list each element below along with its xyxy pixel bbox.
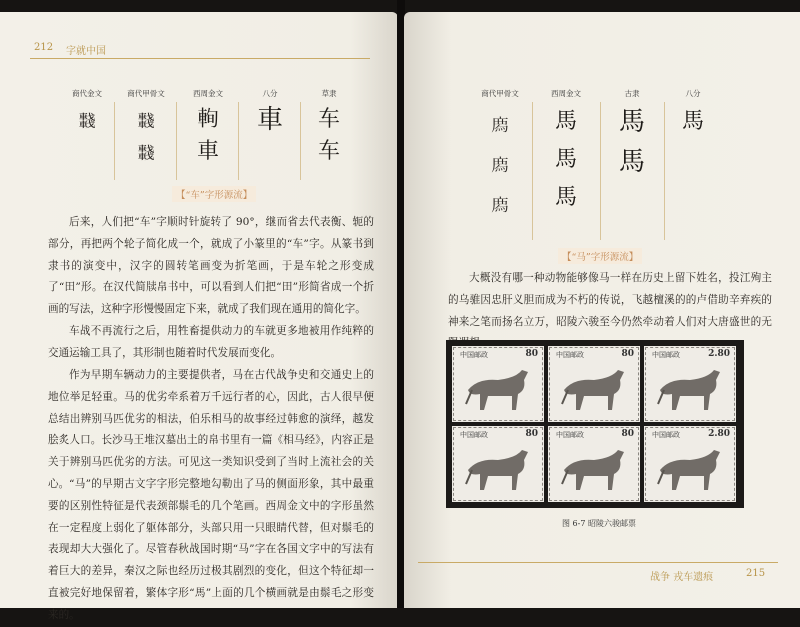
column-header: 八分 — [262, 89, 278, 98]
glyph: 馬 — [618, 147, 645, 177]
column-header: 商代甲骨文 — [481, 89, 519, 98]
column-header: 商代甲骨文 — [127, 89, 165, 98]
glyph: 馬 — [554, 109, 577, 134]
che-col-caoli — [304, 88, 354, 165]
right-page-number: 215 — [746, 568, 766, 579]
stamp-denomination: 80 — [621, 429, 634, 439]
horse-illustration — [650, 360, 730, 416]
figure-caption: 图 6-7 昭陵六骏邮票 — [562, 519, 636, 528]
stamp — [644, 426, 736, 502]
stamp-header: 中国邮政 — [652, 351, 680, 359]
right-page — [404, 12, 800, 608]
stamp-denomination: 80 — [525, 349, 538, 359]
glyph: 車 — [256, 105, 283, 135]
body-paragraph: 大概没有哪一种动物能够像马一样在历史上留下姓名，投江殉主的乌骓因忠肝义胆而成为不朽的传说，飞越檀溪的的卢借助辛弃疾的神来之笔而扬名立万，昭陵六骏至今仍然牵动着人们对大唐盛世的无 — [448, 272, 772, 328]
glyph: 𢊁 — [491, 196, 509, 216]
column-divider — [300, 102, 301, 180]
column-header: 草隶 — [321, 89, 337, 98]
column-header: 商代金文 — [72, 89, 102, 98]
glyph: 馬 — [554, 147, 577, 172]
glyph: 车 — [317, 139, 340, 164]
stamp-sheet-image — [446, 340, 744, 508]
stamp-denomination: 80 — [525, 429, 538, 439]
glyph: 馬 — [681, 109, 704, 134]
stamp-denomination: 2.80 — [708, 349, 730, 359]
horse-illustration — [554, 360, 634, 416]
stamp-header: 中国邮政 — [460, 351, 488, 359]
horse-illustration — [458, 440, 538, 496]
che-col-shang-oracle — [118, 88, 174, 167]
body-paragraph: 后来，人们把“车”字顺时针旋转了 90°，继而省去代表衡、轭的部分，再把两个轮子简化成一个，就成了小篆里的“车”字。从篆书到隶书的演变中，汉字的圆转笔画变为折笔画，于是车轮之形变成了“田”形。在汉代简牍帛书中，可以看到人们把“田”形简省成一个折画的写法，这种字形慢慢固定下来，就成了我们现在通用的简化字。 — [48, 216, 374, 316]
column-header: 西周金文 — [193, 89, 223, 98]
che-col-zhou-bronze — [180, 88, 236, 165]
glyph: 𢊁 — [491, 116, 509, 136]
body-paragraph: 作为早期车辆动力的主要提供者，马在古代战争史和交通史上的地位举足轻重。马的优劣牵系着万千远行者的心，因此，古人很早便总结出辨别马匹优劣的相法，伯乐相马的故事经过韩愈的演绎，越发脍炙人口。长沙马王堆汉墓出土的帛书里有一篇《相马经》，内容正是关于辨别马匹优劣的方法。可见这一类知识受到了当时上流社会的关心。 — [48, 369, 374, 490]
column-divider — [114, 102, 115, 180]
stamp-header: 中国邮政 — [460, 431, 488, 439]
che-col-shang-bronze — [62, 88, 112, 135]
stamp-header: 中国邮政 — [652, 431, 680, 439]
ma-col-bafen — [668, 88, 718, 135]
body-paragraph: “马”的早期古文字字形完整地勾勒出了马的侧面形象，其中最重要的区别性特征是代表颈部鬃毛的几个笔画。西周金文中的字形虽然在一定程度上弱化了躯体部分，头部只用一只眼睛代替，但对鬃毛的表现却大大强化了。尽管春秋战国时期“马”字在各国文字中的写法有着巨大的差异，秦汉之际也经历过极其剧烈的变化，但这个特征却一直被完好地保留着，繁体字形“馬”上面的几个横画就是由鬃毛之形变来的。 — [48, 478, 374, 621]
left-running-head: 字就中国 — [66, 46, 106, 57]
glyph: 馬 — [554, 185, 577, 210]
column-divider — [238, 102, 239, 180]
glyph: 𨏖 — [137, 144, 155, 164]
header-rule — [30, 58, 370, 59]
glyph: 𨋮 — [196, 107, 219, 132]
stamp — [452, 426, 544, 502]
glyph: 𨏖 — [137, 112, 155, 132]
column-divider — [532, 102, 533, 240]
che-col-bafen — [242, 88, 298, 133]
horse-illustration — [554, 440, 634, 496]
column-divider — [600, 102, 601, 240]
right-running-head: 战争 戎车遗痕 — [650, 572, 714, 583]
stamp-denomination: 2.80 — [708, 429, 730, 439]
column-divider — [664, 102, 665, 240]
column-header: 八分 — [685, 89, 701, 98]
stamp — [548, 426, 640, 502]
stamp — [452, 346, 544, 422]
ma-col-zhou-bronze — [536, 88, 596, 211]
footer-rule — [418, 562, 778, 563]
column-divider — [176, 102, 177, 180]
body-paragraph: 车战不再流行之后，用牲畜提供动力的车就更多地被用作纯粹的交通运输工具了，其形制也随着时代发展而变化。 — [48, 325, 374, 359]
glyph: 馬 — [618, 107, 645, 137]
che-table-caption: 【“车”字形源流】 — [172, 186, 256, 202]
glyph: 𨏖 — [78, 112, 96, 132]
ma-col-guli — [604, 88, 660, 175]
ma-col-shang-oracle — [472, 88, 528, 219]
horse-illustration — [458, 360, 538, 416]
stamp — [548, 346, 640, 422]
stamp — [644, 346, 736, 422]
left-page-number: 212 — [34, 42, 54, 53]
glyph: 𢊁 — [491, 156, 509, 176]
ma-table-caption: 【“马”字形源流】 — [558, 248, 642, 264]
stamp-header: 中国邮政 — [556, 431, 584, 439]
column-header: 西周金文 — [551, 89, 581, 98]
left-page — [0, 12, 398, 621]
glyph: 车 — [317, 107, 340, 132]
column-header: 古隶 — [624, 89, 640, 98]
stamp-header: 中国邮政 — [556, 351, 584, 359]
glyph: 車 — [196, 139, 219, 164]
stamp-denomination: 80 — [621, 349, 634, 359]
horse-illustration — [650, 440, 730, 496]
